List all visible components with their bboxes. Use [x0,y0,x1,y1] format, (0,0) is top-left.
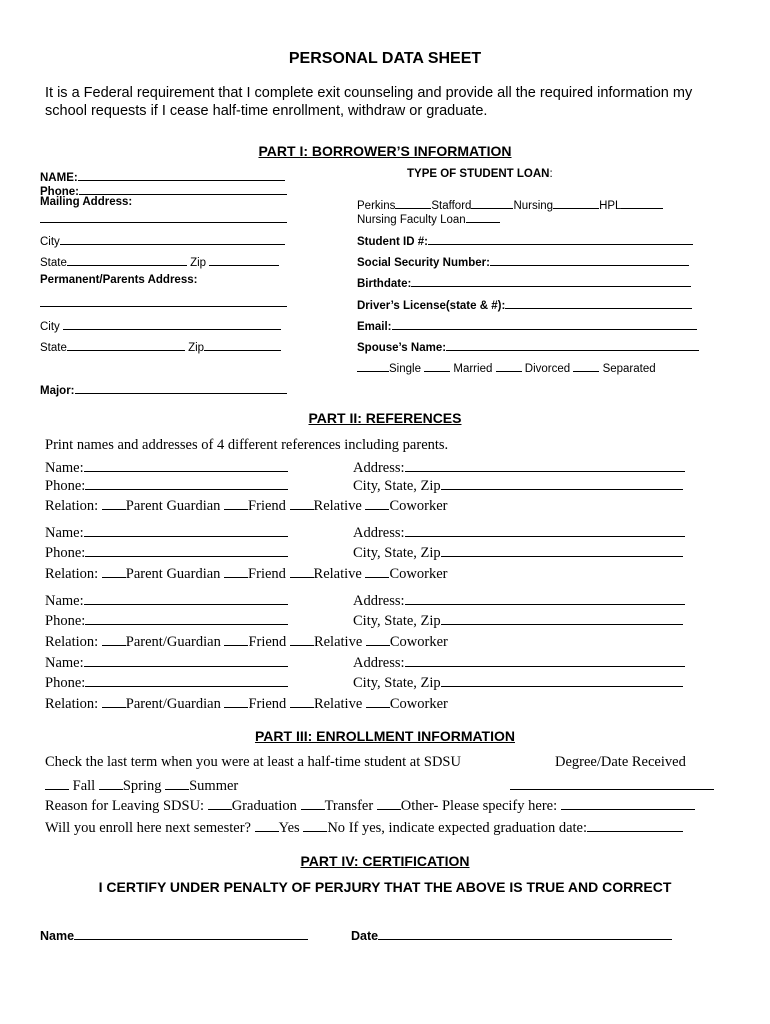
ref3-address-field[interactable] [353,590,685,610]
graduation-date-label: If yes, indicate expected graduation date: [348,820,588,836]
relation-label: Relation: [45,498,99,514]
major-label: Major [40,385,71,397]
spouse-name-field[interactable]: Spouse’s Name: [357,338,699,354]
hpl-option: HPL [599,200,622,212]
parent-guardian-option: Parent Guardian [125,566,221,582]
student-id-label: Student ID #: [357,236,428,248]
nursing-faculty-label: Nursing Faculty Loan [357,214,466,226]
mailing-address-label: Mailing Address: [40,196,133,208]
friend-option: Friend [248,696,287,712]
ref-phone-label: Phone: [45,613,86,629]
friend-option: Friend [248,634,287,650]
ref-city-state-zip-label: City, State, Zip [353,545,441,561]
part4-heading: PART IV: CERTIFICATION [300,853,470,869]
intro-line-1: It is a Federal requirement that I complete exit counseling and provide all the required information my [45,85,693,101]
single-option: Single [389,363,421,375]
ref4-relation-field[interactable] [45,693,448,713]
no-option: No [327,820,346,836]
ref3-phone-field[interactable] [45,610,288,630]
state-label: State [40,257,67,269]
ref1-phone-field[interactable] [45,475,288,495]
friend-option: Friend [248,566,286,582]
ref2-address-field[interactable] [353,522,685,542]
certification-statement: I CERTIFY UNDER PENALTY OF PERJURY THAT THE ABOVE IS TRUE AND CORRECT [98,879,672,895]
ref1-relation-field[interactable] [45,495,447,515]
zip-label: Zip [190,257,207,269]
degree-date-field[interactable] [510,775,714,795]
degree-date-label: Degree/Date Received [555,754,686,770]
relative-option: Relative [313,634,363,650]
part1-heading: PART I: BORROWER’S INFORMATION [258,143,512,159]
perkins-option: Perkins [357,200,396,212]
ssn-label: Social Security Number: [357,257,490,269]
ssn-field[interactable] [357,253,689,269]
drivers-license-field[interactable] [357,296,692,312]
mailing-address-field[interactable] [40,210,287,226]
reason-label: Reason for Leaving SDSU: [45,798,205,814]
ref2-relation-field[interactable] [45,563,447,583]
ref-address-label: Address: [353,655,405,671]
ref2-phone-field[interactable] [45,542,288,562]
ref4-city-state-zip-field[interactable] [353,672,683,692]
coworker-option: Coworker [389,566,448,582]
married-option: Married [453,363,493,375]
ref-city-state-zip-label: City, State, Zip [353,613,441,629]
zip2-label: Zip [188,342,205,354]
ref1-address-field[interactable] [353,457,685,477]
loan-type-heading: TYPE OF STUDENT LOAN: [407,168,553,180]
coworker-option: Coworker [389,634,448,650]
ref-name-label: Name: [45,525,84,541]
ref-address-label: Address: [353,593,405,609]
relative-option: Relative [313,498,362,514]
ref-phone-label: Phone: [45,478,86,494]
intro-line-2: school requests if I cease half-time enrollment, withdraw or graduate. [45,103,488,119]
city-field[interactable] [40,232,285,248]
parent-guardian-option: Parent/Guardian [125,696,221,712]
enroll-next-semester-field[interactable] [45,817,683,837]
other-option: Other- Please specify here: [400,798,558,814]
friend-option: Friend [248,498,286,514]
relation-label: Relation: [45,566,99,582]
relative-option: Relative [313,696,363,712]
drivers-license-label: Driver’s License(state & #): [357,300,506,312]
ref3-relation-field[interactable] [45,631,448,651]
signature-date-field[interactable] [351,927,672,943]
spouse-name-label: Spouse’s Name [357,342,443,354]
spring-option: Spring [122,778,162,794]
ref1-city-state-zip-field[interactable] [353,475,683,495]
relation-label: Relation: [45,634,99,650]
birthdate-label: Birthdate [357,278,408,290]
email-field[interactable] [357,317,697,333]
divorced-option: Divorced [524,363,571,375]
ref-address-label: Address: [353,460,405,476]
page-title: PERSONAL DATA SHEET [288,50,482,67]
phone-label: Phone: [40,186,79,198]
ref-phone-label: Phone: [45,545,86,561]
signature-name-label: Name [40,929,75,943]
signature-date-label: Date [351,929,379,943]
ref-phone-label: Phone: [45,675,86,691]
signature-name-field[interactable] [40,927,308,943]
major-field[interactable]: Major: [40,381,287,397]
part2-heading: PART II: REFERENCES [308,410,462,426]
stafford-option: Stafford [431,200,472,212]
city2-field[interactable] [40,317,281,333]
state-zip-field[interactable] [40,253,279,269]
city-label: City [40,236,60,248]
references-instructions: Print names and addresses of 4 different references including parents. [45,437,449,453]
ref-name-label: Name: [45,655,84,671]
ref-address-label: Address: [353,525,405,541]
ref-city-state-zip-label: City, State, Zip [353,478,441,494]
ref4-name-field[interactable] [45,652,288,672]
email-label: Email: [357,321,392,333]
student-id-field[interactable] [357,232,693,248]
parent-guardian-option: Parent Guardian [125,498,221,514]
term-options[interactable] [45,775,238,795]
state2-label: State [40,342,67,354]
ref3-city-state-zip-field[interactable] [353,610,683,630]
ref1-name-field[interactable] [45,457,288,477]
city2-label: City [40,321,60,333]
ref3-name-field[interactable] [45,590,288,610]
yes-option: Yes [278,820,300,836]
nursing-faculty-option[interactable] [357,210,500,226]
transfer-option: Transfer [324,798,374,814]
name-label: NAME: [40,172,78,184]
ref2-city-state-zip-field[interactable] [353,542,683,562]
fall-option: Fall [72,778,96,794]
ref2-name-field[interactable] [45,522,288,542]
part3-heading: PART III: ENROLLMENT INFORMATION [254,728,515,744]
last-term-instructions: Check the last term when you were at least a half-time student at SDSU [45,754,461,770]
permanent-address-field[interactable] [40,294,287,310]
permanent-address-label: Permanent/Parents Address: [40,274,198,286]
marital-status-options[interactable] [357,359,656,375]
state2-zip2-field[interactable] [40,338,281,354]
summer-option: Summer [189,778,239,794]
coworker-option: Coworker [389,498,448,514]
relation-label: Relation: [45,696,99,712]
graduation-option: Graduation [231,798,297,814]
coworker-option: Coworker [389,696,448,712]
reason-for-leaving-field[interactable] [45,795,695,815]
ref-name-label: Name: [45,460,84,476]
ref4-phone-field[interactable] [45,672,288,692]
nursing-option: Nursing [513,200,554,212]
parent-guardian-option: Parent/Guardian [125,634,221,650]
ref-name-label: Name: [45,593,84,609]
ref-city-state-zip-label: City, State, Zip [353,675,441,691]
enroll-question: Will you enroll here next semester? [45,820,251,836]
ref4-address-field[interactable] [353,652,685,672]
separated-option: Separated [602,363,656,375]
relative-option: Relative [313,566,362,582]
birthdate-field[interactable]: Birthdate: [357,274,691,290]
